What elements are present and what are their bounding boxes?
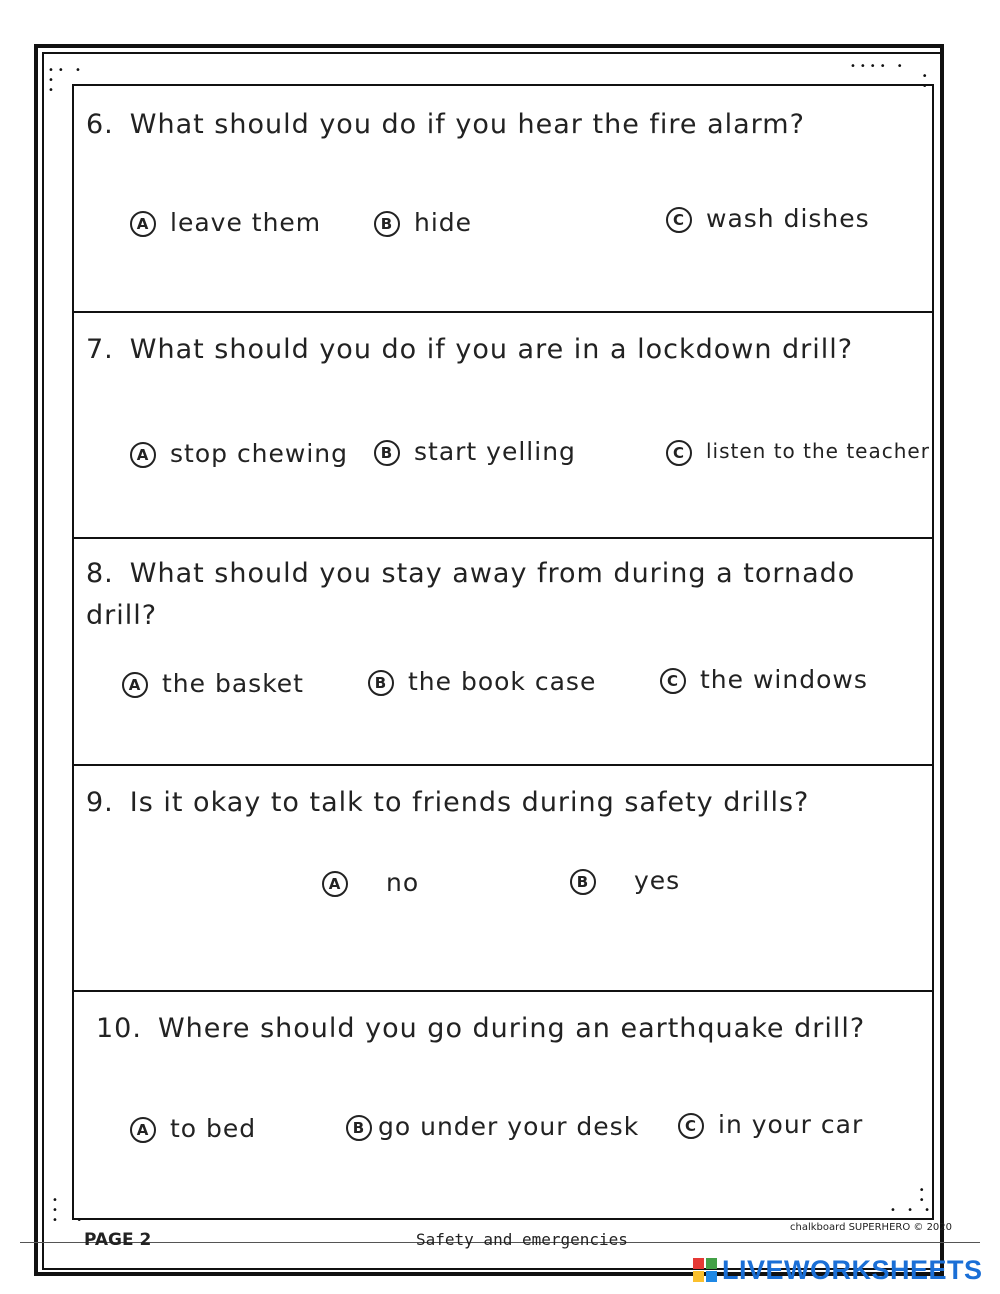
option-bubble[interactable]: A xyxy=(122,672,148,698)
copyright-credit: chalkboard SUPERHERO © 2020 xyxy=(790,1222,953,1233)
option-bubble[interactable]: B xyxy=(374,440,400,466)
question-text xyxy=(86,782,892,824)
option-label: yes xyxy=(634,866,681,895)
option-bubble[interactable]: A xyxy=(130,442,156,468)
option-label: in your car xyxy=(718,1110,864,1139)
option-c[interactable] xyxy=(666,439,930,466)
option-b[interactable] xyxy=(374,208,472,237)
option-label: start yelling xyxy=(414,437,576,466)
question-text xyxy=(96,1008,892,1050)
option-label: the windows xyxy=(700,665,868,694)
option-bubble[interactable]: C xyxy=(660,668,686,694)
question-prompt: What should you do if you hear the fire alarm? xyxy=(129,109,805,140)
option-label: the book case xyxy=(408,667,597,696)
option-label: to bed xyxy=(170,1114,257,1143)
option-bubble[interactable]: C xyxy=(666,207,692,233)
option-label: stop chewing xyxy=(170,439,349,468)
option-b[interactable] xyxy=(374,437,576,466)
option-b[interactable] xyxy=(570,866,680,895)
option-a[interactable] xyxy=(122,669,304,698)
option-bubble[interactable]: A xyxy=(130,1117,156,1143)
option-bubble[interactable]: B xyxy=(570,869,596,895)
option-bubble[interactable]: A xyxy=(322,871,348,897)
option-label: listen to the teacher xyxy=(706,439,930,463)
question-grid xyxy=(72,84,934,1220)
question-text xyxy=(86,104,892,146)
footer-title: Safety and emergencies xyxy=(416,1230,628,1249)
option-a[interactable] xyxy=(322,868,419,897)
option-label: leave them xyxy=(170,208,322,237)
option-a[interactable] xyxy=(130,208,321,237)
option-a[interactable] xyxy=(130,1114,256,1143)
option-bubble[interactable]: B xyxy=(346,1115,372,1141)
corner-dots-top-right: •••• • • • xyxy=(850,61,932,92)
option-bubble[interactable]: C xyxy=(666,440,692,466)
option-label: no xyxy=(386,868,420,897)
question-text xyxy=(86,553,892,637)
question-block xyxy=(74,992,935,1218)
question-number: 6. xyxy=(86,109,114,140)
option-c[interactable] xyxy=(666,204,870,233)
corner-dots-bottom-left: • • • • xyxy=(52,1195,87,1226)
option-c[interactable] xyxy=(678,1110,863,1139)
option-bubble[interactable]: A xyxy=(130,211,156,237)
question-block xyxy=(74,86,932,313)
corner-dots-top-left: •• • • • xyxy=(48,65,85,96)
option-label: wash dishes xyxy=(706,204,870,233)
question-text xyxy=(86,329,892,371)
option-label: the basket xyxy=(162,669,304,698)
question-prompt: What should you do if you are in a lockdown drill? xyxy=(129,334,854,365)
question-number: 9. xyxy=(86,787,114,818)
option-a[interactable] xyxy=(130,439,348,468)
option-b[interactable] xyxy=(346,1112,639,1141)
watermark-logo[interactable]: LIVEWORKSHEETS xyxy=(722,1255,983,1285)
liveworksheets-logo-icon xyxy=(693,1258,717,1282)
option-bubble[interactable]: B xyxy=(368,670,394,696)
question-block xyxy=(74,766,932,992)
option-bubble[interactable]: C xyxy=(678,1113,704,1139)
option-c[interactable] xyxy=(660,665,868,694)
option-b[interactable] xyxy=(368,667,596,696)
option-label: hide xyxy=(414,208,473,237)
question-prompt: Is it okay to talk to friends during safety drills? xyxy=(129,787,810,818)
question-prompt: Where should you go during an earthquake drill? xyxy=(157,1013,866,1044)
question-number: 8. xyxy=(86,558,114,589)
option-bubble[interactable]: B xyxy=(374,211,400,237)
question-number: 7. xyxy=(86,334,114,365)
question-prompt: What should you stay away from during a tornado drill? xyxy=(86,558,856,631)
question-block xyxy=(74,313,932,539)
page-label: PAGE 2 xyxy=(84,1230,152,1250)
option-label: go under your desk xyxy=(378,1112,640,1141)
question-number: 10. xyxy=(96,1013,142,1044)
corner-dots-bottom-right: • • • • • xyxy=(890,1185,935,1216)
question-block xyxy=(74,539,932,766)
